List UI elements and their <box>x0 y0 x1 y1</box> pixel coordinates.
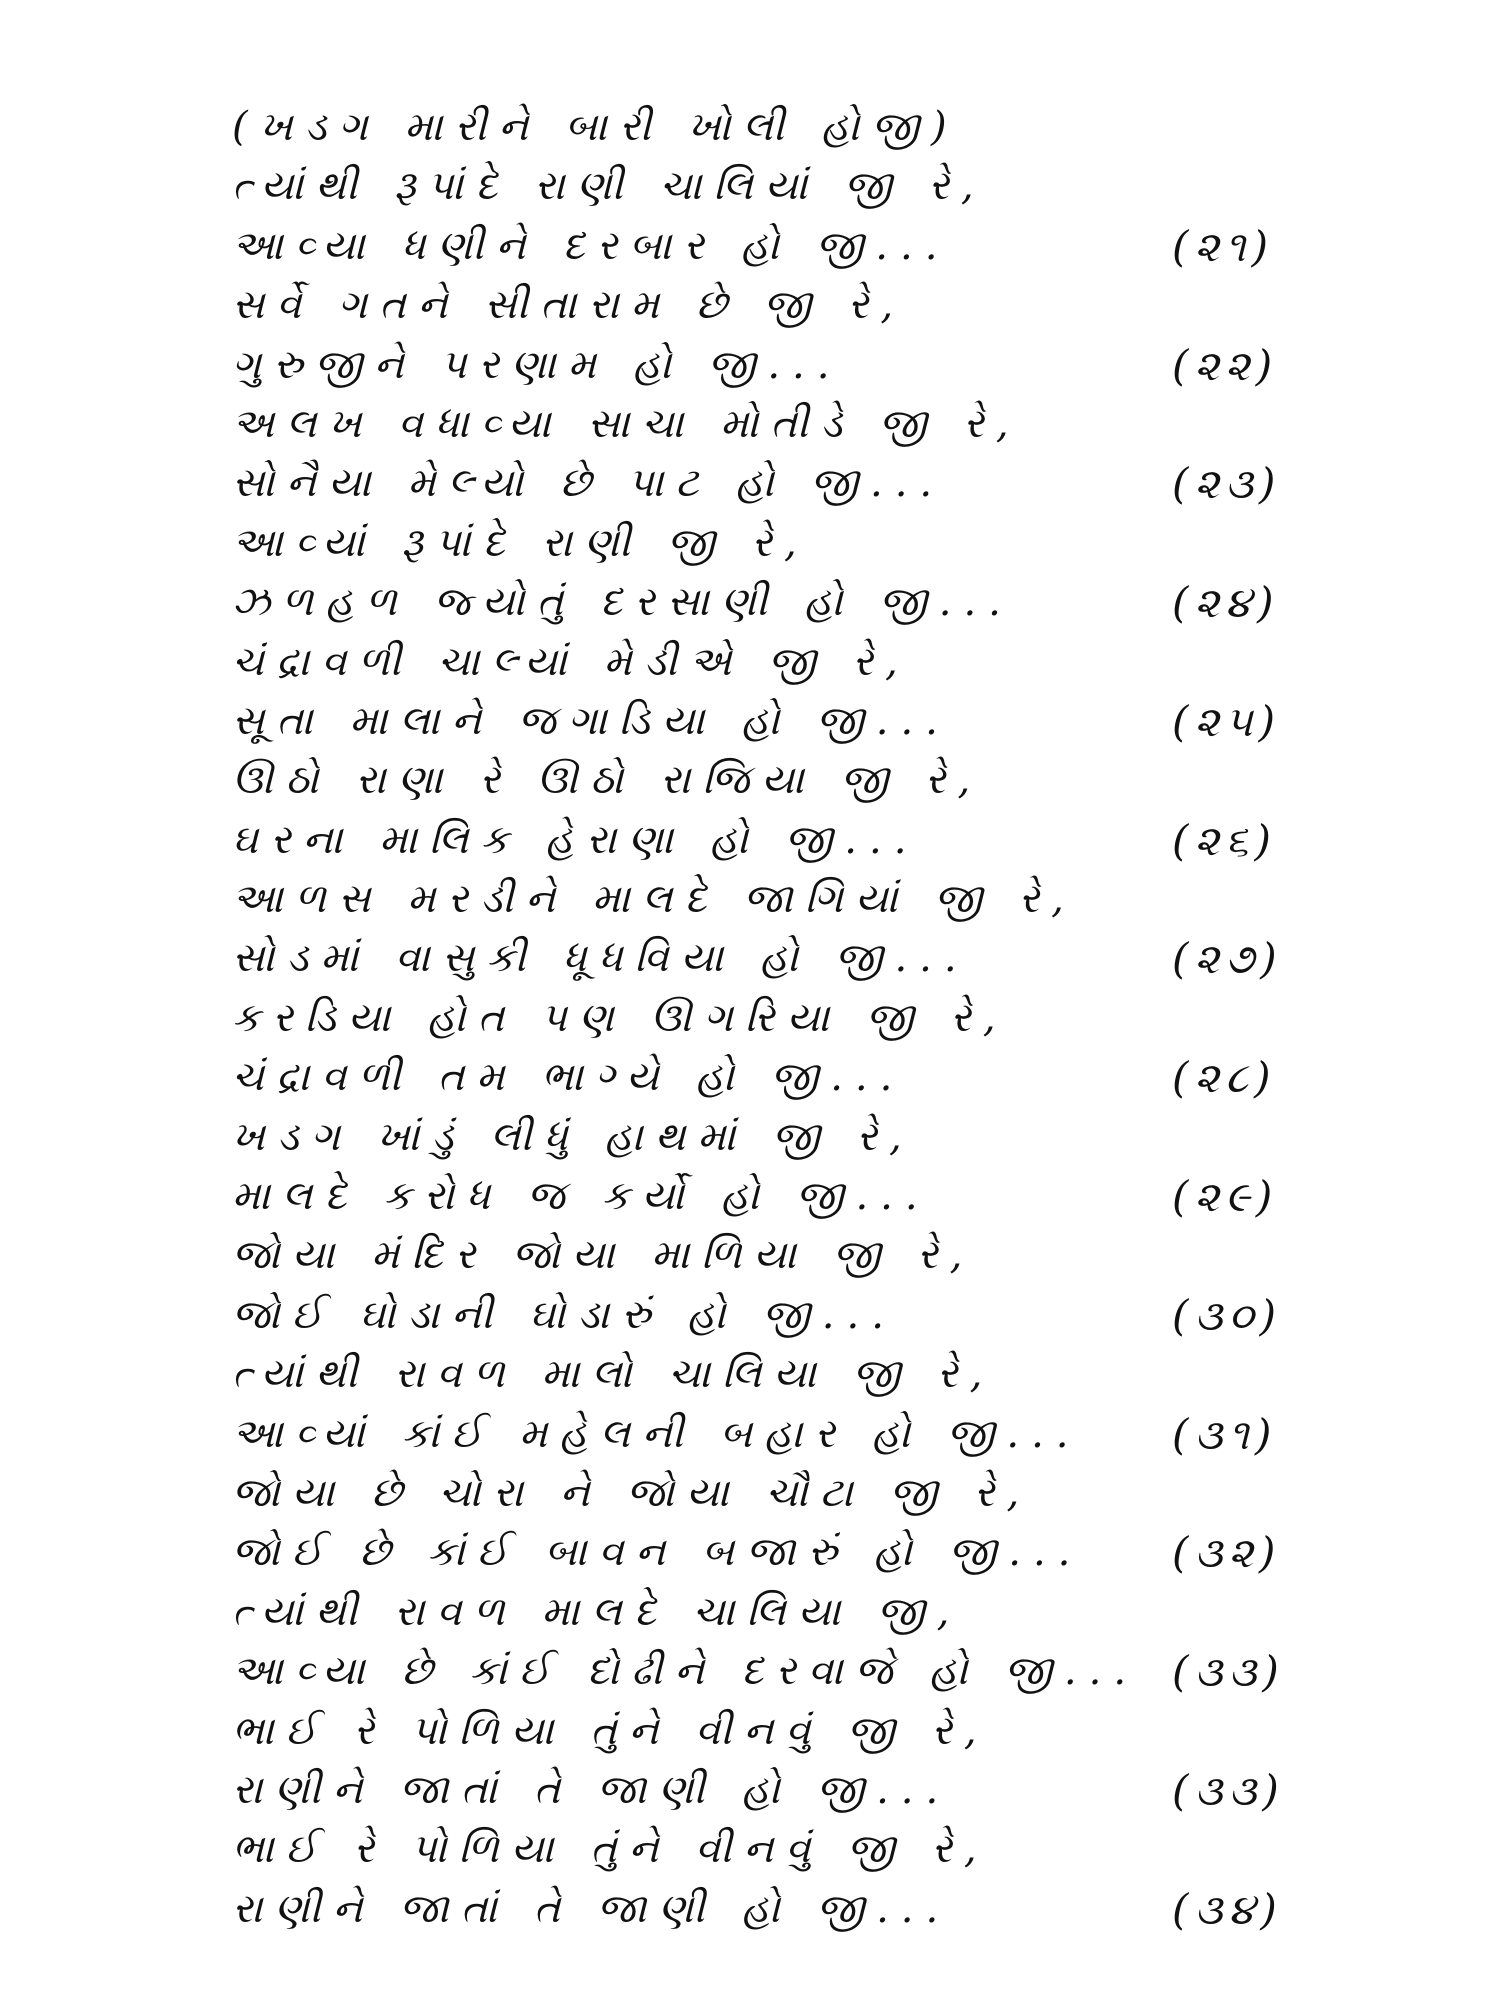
verse-text: સોડમાં વાસુકી ધૂધવિયા હો જી... <box>232 935 969 982</box>
verse-line <box>232 217 1312 276</box>
verse-text: આવ્યા છે કાંઈ દોઢીને દરવાજે હો જી... <box>232 1648 1139 1695</box>
verse-text: રાણીને જાતાં તે જાણી હો જી... <box>232 1766 951 1813</box>
verse-number: (૩૩) <box>1172 1765 1285 1815</box>
verse-text: જોઈ ઘોડાની ઘોડારું હો જી... <box>232 1291 896 1338</box>
verse-line <box>232 751 1312 810</box>
verse-text: ઝળહળ જ્યોતું દરસાણી હો જી... <box>232 579 1013 626</box>
verse-text: ચંદ્રાવળી ચાલ્યાં મેડીએ જી રે, <box>232 638 910 685</box>
verse-line <box>232 870 1312 929</box>
verse-text: ત્યાંથી રૂપાંદે રાણી ચાલિયાં જી રે, <box>232 163 986 210</box>
verse-text: ઘરના માલિક હેરાણા હો જી... <box>232 816 919 863</box>
verse-text: જોયા મંદિર જોયા માળિયા જી રે, <box>232 1232 975 1279</box>
verse-text: ગુરુજીને પરણામ હો જી... <box>232 341 842 388</box>
verse-text: રાણીને જાતાં તે જાણી હો જી... <box>232 1885 951 1932</box>
verse-number: (૨૩) <box>1172 459 1282 509</box>
verse-text: જોયા છે ચોરા ને જોયા ચૌટા જી રે, <box>232 1469 1032 1516</box>
verse-text: કરડિયા હોત પણ ઊગરિયા જી રે, <box>232 994 1008 1041</box>
verse-number: (૨૫) <box>1172 696 1282 746</box>
verse-line <box>232 157 1312 216</box>
verse-line <box>232 1642 1312 1701</box>
verse-text: ભાઈ રે પોળિયા તુંને વીનવું જી રે, <box>232 1707 989 1754</box>
verse-text: સોનૈયા મેલ્યો છે પાટ હો જી... <box>232 460 945 507</box>
verse-line <box>232 1820 1312 1879</box>
verse-line <box>232 692 1312 751</box>
verse-text: આવ્યાં કાંઈ મહેલની બહાર હો જી... <box>232 1410 1081 1457</box>
verse-text: ઊઠો રાણા રે ઊઠો રાજિયા જી રે, <box>232 757 983 804</box>
verse-text: જોઈ છે કાંઈ બાવન બજારું હો જી... <box>232 1529 1083 1576</box>
verse-line <box>232 811 1312 870</box>
verse-line <box>232 989 1312 1048</box>
verse-line <box>232 573 1312 632</box>
verse-line <box>232 633 1312 692</box>
verse-line <box>232 929 1312 988</box>
verse-line <box>232 1048 1312 1107</box>
verse-number: (૨૪) <box>1172 578 1280 628</box>
verse-line <box>232 1345 1312 1404</box>
verse-number: (૨૨) <box>1172 340 1279 390</box>
verse-line <box>232 1702 1312 1761</box>
verse-line <box>232 1226 1312 1285</box>
verse-number: (૩૩) <box>1172 1647 1285 1697</box>
verse-line <box>232 98 1312 157</box>
verse-number: (૨૮) <box>1172 1053 1277 1103</box>
verse-number: (૩૧) <box>1172 1409 1278 1459</box>
verse-text: ત્યાંથી રાવળ માલદે ચાલિયા જી, <box>232 1588 962 1635</box>
verse-line <box>232 276 1312 335</box>
verse-line <box>232 1880 1312 1939</box>
verse-line <box>232 1108 1312 1167</box>
verse-number: (૩૪) <box>1172 1884 1283 1934</box>
verse-line <box>232 1167 1312 1226</box>
verse-text: આવ્યાં રૂપાંદે રાણી જી રે, <box>232 519 809 566</box>
verse-text: (ખડગ મારીને બારી ખોલી હોજી) <box>232 104 959 150</box>
verse-text: સર્વે ગતને સીતારામ છે જી રે, <box>232 282 906 329</box>
verse-line <box>232 1464 1312 1523</box>
verse-text: ભાઈ રે પોળિયા તુંને વીનવું જી રે, <box>232 1826 989 1873</box>
verse-number: (૨૭) <box>1172 934 1283 984</box>
verse-line <box>232 395 1312 454</box>
verse-line <box>232 1761 1312 1820</box>
verse-text: ખડગ ખાંડું લીધું હાથમાં જી રે, <box>232 1113 914 1160</box>
verse-line <box>232 1583 1312 1642</box>
verse-text: માલદે કરોધ જ કર્યો હો જી... <box>232 1173 930 1220</box>
verse-number: (૨૯) <box>1172 1172 1279 1222</box>
verse-text: ત્યાંથી રાવળ માલો ચાલિયા જી રે, <box>232 1351 995 1398</box>
verse-text: અલખ વધાવ્યા સાચા મોતીડે જી રે, <box>232 400 1021 447</box>
verse-number: (૨૬) <box>1172 815 1277 865</box>
verse-number: (૨૧) <box>1172 221 1275 271</box>
verse-number: (૩૨) <box>1172 1528 1282 1578</box>
verse-number: (૩૦) <box>1172 1290 1283 1340</box>
verse-text: ચંદ્રાવળી તમ ભાગ્યે હો જી... <box>232 1054 905 1101</box>
verse-list <box>232 98 1312 1939</box>
verse-line <box>232 1286 1312 1345</box>
verse-text: આળસ મરડીને માલદે જાગિયાં જી રે, <box>232 876 1076 923</box>
verse-line <box>232 454 1312 513</box>
verse-line <box>232 1405 1312 1464</box>
verse-line <box>232 1523 1312 1582</box>
verse-text: આવ્યા ધણીને દરબાર હો જી... <box>232 222 950 269</box>
verse-line <box>232 336 1312 395</box>
verse-line <box>232 514 1312 573</box>
verse-text: સૂતા માલાને જગાડિયા હો જી... <box>232 697 950 744</box>
